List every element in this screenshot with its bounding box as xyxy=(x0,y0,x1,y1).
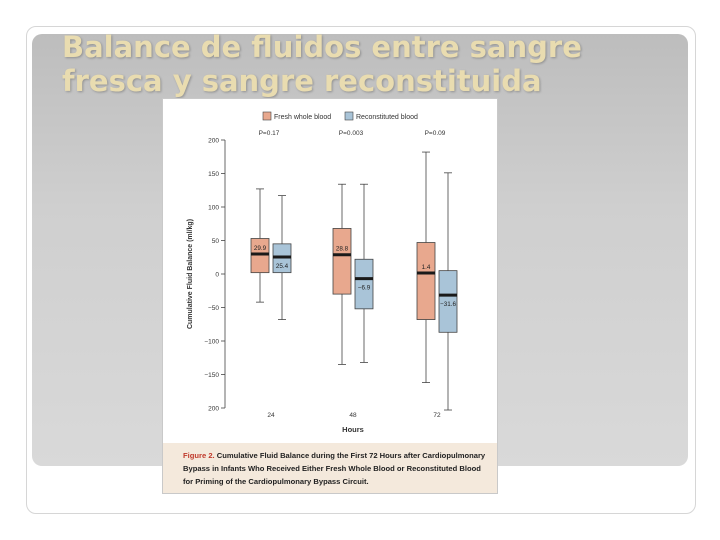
legend-label-reconstituted: Reconstituted blood xyxy=(356,114,418,121)
median-label: 1.4 xyxy=(421,264,431,272)
y-tick-label: −50 xyxy=(207,305,219,312)
y-tick-label: 100 xyxy=(208,204,219,212)
y-tick-label: 50 xyxy=(211,238,219,245)
y-tick-label: 200 xyxy=(208,137,219,145)
y-tick-label: 150 xyxy=(208,171,219,178)
median-label: 28.8 xyxy=(335,245,349,253)
y-tick-label: 0 xyxy=(215,271,219,279)
box-plot-chart xyxy=(163,99,497,443)
slide-title-line-2: fresca y sangre reconstituida xyxy=(62,64,542,98)
y-tick-label: −150 xyxy=(204,372,219,379)
slide-title xyxy=(62,30,662,98)
legend-swatch-reconstituted xyxy=(345,112,353,120)
legend-label-fresh: Fresh whole blood xyxy=(274,114,332,121)
legend-swatch-fresh xyxy=(263,112,271,120)
p-value-label: P=0.003 xyxy=(338,130,364,137)
median-label: 29.9 xyxy=(253,244,267,252)
slide-title-line-1: Balance de fluidos entre sangre xyxy=(62,30,582,64)
box-fresh xyxy=(251,238,269,272)
x-tick-label: 72 xyxy=(433,412,441,419)
x-tick-label: 48 xyxy=(349,412,357,419)
p-value-label: P=0.09 xyxy=(424,130,446,137)
box-fresh xyxy=(333,228,351,294)
figure-card xyxy=(162,98,498,494)
median-label: −6.9 xyxy=(357,284,371,292)
x-axis-title: Hours xyxy=(342,425,364,434)
figure-caption xyxy=(163,443,497,493)
box-fresh xyxy=(417,243,435,320)
median-label: 25.4 xyxy=(275,262,289,270)
y-tick-label: −100 xyxy=(204,338,219,346)
p-value-label: P=0.17 xyxy=(258,130,280,137)
y-axis-title: Cumulative Fluid Balance (ml/kg) xyxy=(187,218,194,330)
caption-label: Figure 2. xyxy=(183,451,215,460)
x-tick-label: 24 xyxy=(267,412,275,419)
caption-text: Cumulative Fluid Balance during the First 72 Hours after Cardiopulmonary Bypass in Infants Who Received Either Fresh Whole Blood or Reconstituted Blood for Priming of the Cardiopulmonary Bypass Circuit. xyxy=(183,451,486,486)
y-tick-label: 200 xyxy=(208,405,219,413)
median-label: −31.6 xyxy=(440,301,456,309)
